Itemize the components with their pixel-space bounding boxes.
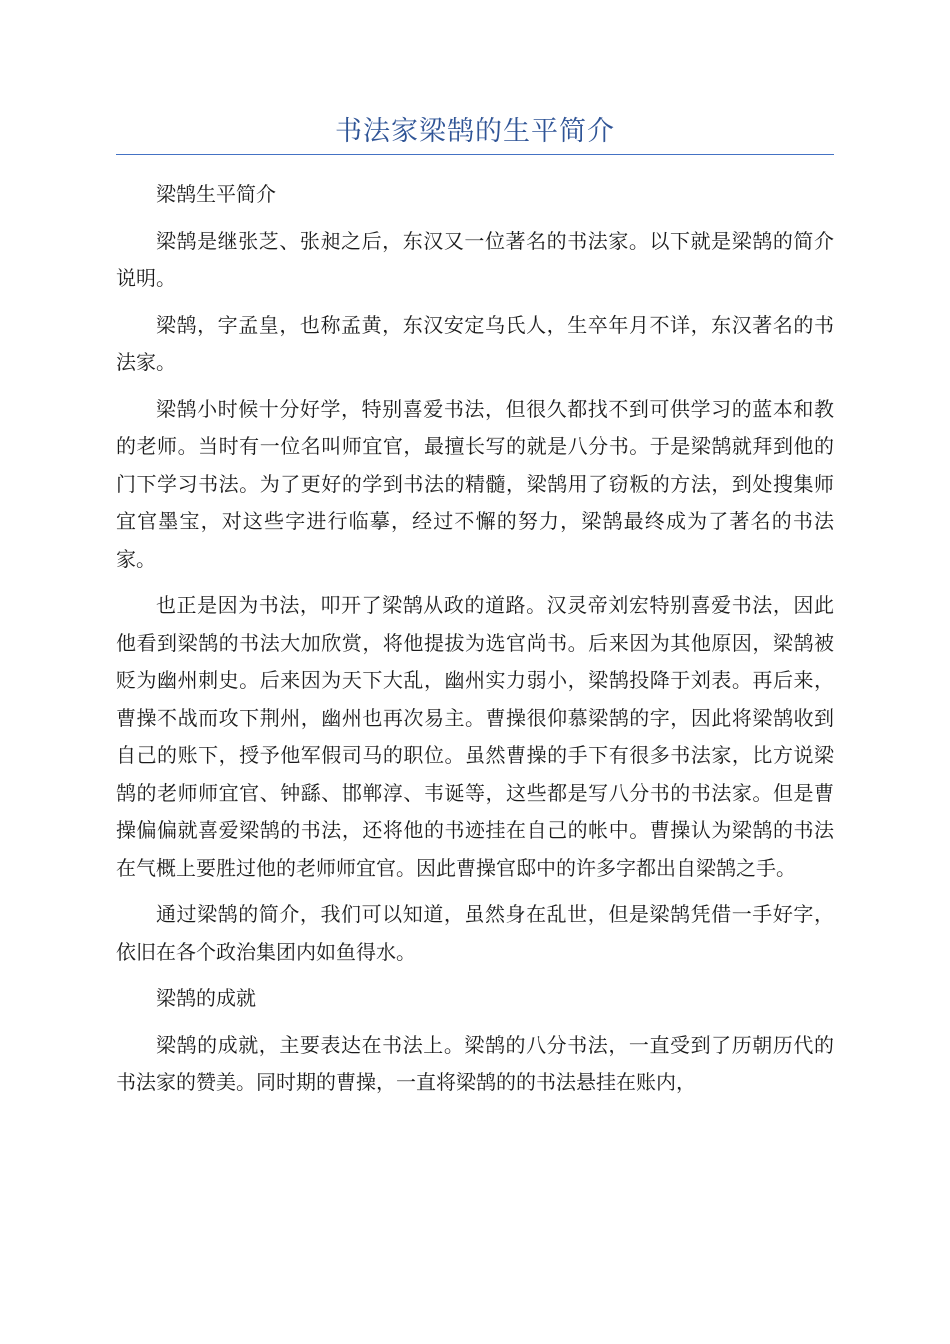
paragraph-achievements: 梁鹄的成就，主要表达在书法上。梁鹄的八分书法，一直受到了历朝历代的书法家的赞美。同时期的曹操，一直将梁鹄的的书法悬挂在账内， — [116, 1032, 834, 1094]
section-heading-biography: 梁鹄生平简介 — [156, 182, 276, 206]
paragraph-identity: 梁鹄，字孟皇，也称孟黄，东汉安定乌氏人，生卒年月不详，东汉著名的书法家。 — [116, 312, 834, 374]
paragraph-political-career: 也正是因为书法，叩开了梁鹄从政的道路。汉灵帝刘宏特别喜爱书法，因此他看到梁鹄的书法大加欣赏，将他提拔为选官尚书。后来因为其他原因，梁鹄被贬为幽州刺史。后来因为天下大乱，幽州实力弱小，梁鹄投降于刘表。再后来，曹操不战而攻下荆州，幽州也再次易主。曹操很仰慕梁鹄的字，因此将梁鹄收到自己的账下，授予他军假司马的职位。虽然曹操的手下有很多书法家，比方说梁鹄的老师师宜官、钟繇、邯郸淳、韦诞等，这些都是写八分书的书法家。但是曹操偏偏就喜爱梁鹄的书法，还将他的书迹挂在自己的帐中。曹操认为梁鹄的书法在气概上要胜过他的老师师宜官。因此曹操官邸中的许多字都出自梁鹄之手。 — [116, 593, 834, 880]
paragraph-summary: 通过梁鹄的简介，我们可以知道，虽然身在乱世，但是梁鹄凭借一手好字，依旧在各个政治集团内如鱼得水。 — [116, 902, 834, 964]
paragraph-early-study: 梁鹄小时候十分好学，特别喜爱书法，但很久都找不到可供学习的蓝本和教的老师。当时有一位名叫师宜官，最擅长写的就是八分书。于是梁鹄就拜到他的门下学习书法。为了更好的学到书法的精髓，梁鹄用了窃粄的方法，到处搜集师宜官墨宝，对这些字进行临摹，经过不懈的努力，梁鹄最终成为了著名的书法家。 — [116, 396, 834, 571]
title-underline — [116, 154, 834, 155]
document-title: 书法家梁鹄的生平简介 — [335, 116, 615, 147]
document-body — [116, 176, 834, 1111]
section-heading-achievements: 梁鹄的成就 — [156, 986, 256, 1010]
paragraph-intro: 梁鹄是继张芝、张昶之后，东汉又一位著名的书法家。以下就是梁鹄的简介说明。 — [116, 228, 834, 290]
